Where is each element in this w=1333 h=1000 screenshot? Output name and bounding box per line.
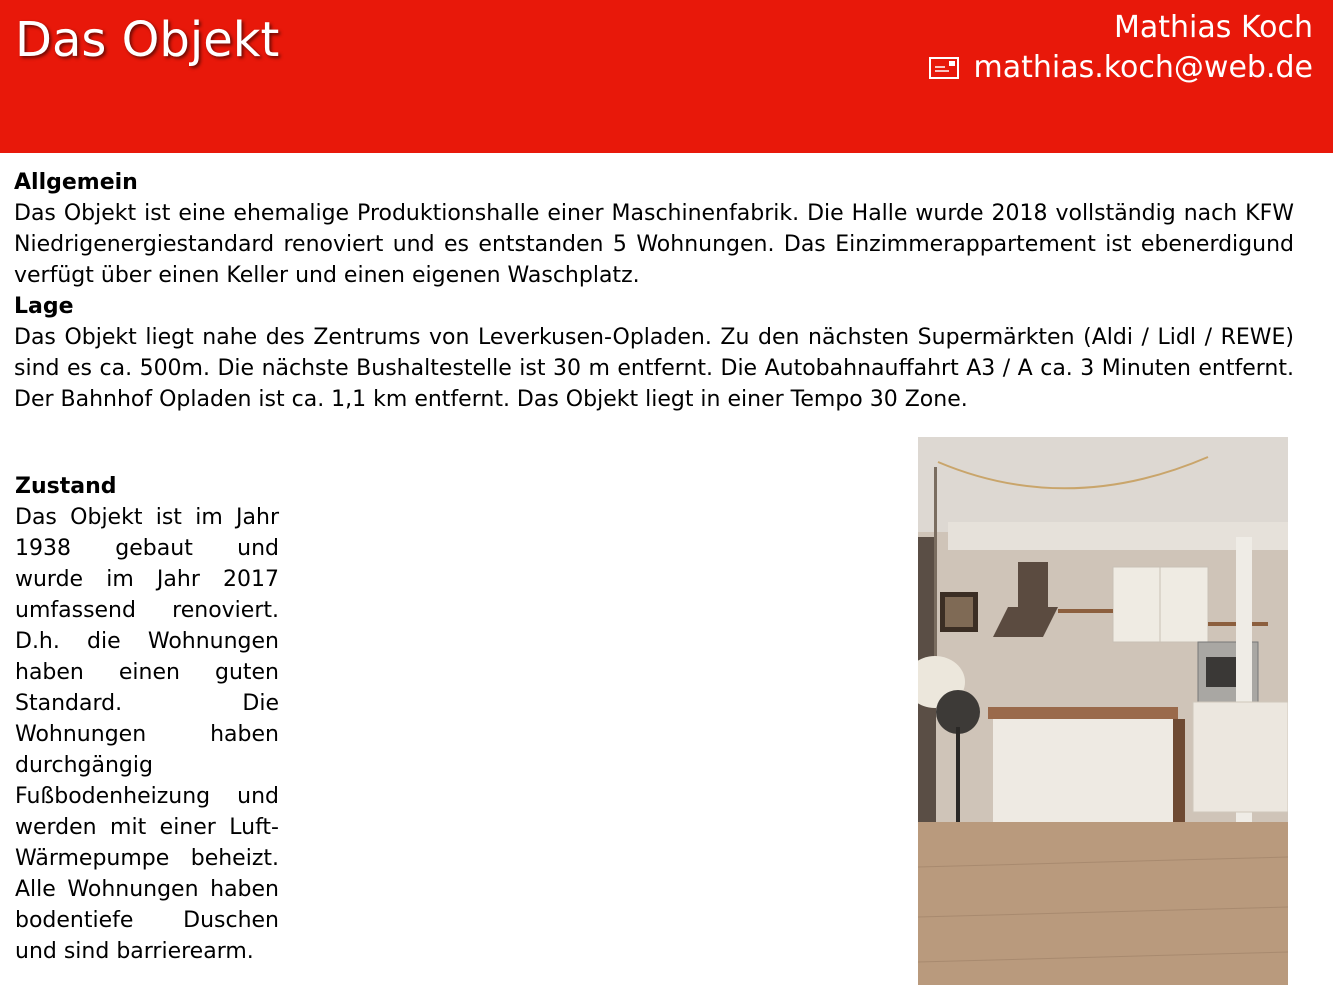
apartment-photo <box>918 437 1288 985</box>
email-row <box>929 50 1313 85</box>
text-zustand: Das Objekt ist im Jahr 1938 gebaut und wurde im Jahr 2017 umfassend renoviert. D.h. die Wohnungen haben einen guten Standard. Die Wohnungen haben durchgängig Fußbodenheizung und werden mit einer Luft-Wärmepumpe beheizt. Alle Wohnungen haben bodentiefe Duschen und sind barrierearm. <box>15 505 279 964</box>
envelope-icon <box>929 57 959 79</box>
heading-zustand: Zustand <box>15 474 117 499</box>
heading-lage: Lage <box>14 294 74 319</box>
kitchen-photo-illustration <box>918 437 1288 985</box>
email-link[interactable]: mathias.koch@web.de <box>973 50 1313 85</box>
text-allgemein: Das Objekt ist eine ehemalige Produktionshalle einer Maschinenfabrik. Die Halle wurde 2018 vollständig nach KFW Niedrigenergiestandard renoviert und es entstanden 5 Wohnungen. Das Einzimmerappartement ist ebenerdigund verfügt über einen Keller und einen eigenen Waschplatz. <box>14 201 1294 288</box>
section-lage <box>14 291 1294 415</box>
section-zustand <box>15 471 279 967</box>
header-bar <box>0 0 1333 153</box>
author-name: Mathias Koch <box>1114 10 1313 45</box>
section-allgemein <box>14 167 1294 291</box>
page-title: Das Objekt <box>15 12 280 68</box>
text-lage: Das Objekt liegt nahe des Zentrums von Leverkusen-Opladen. Zu den nächsten Supermärkten (Aldi / Lidl / REWE) sind es ca. 500m. Die nächste Bushaltestelle ist 30 m entfernt. Die Autobahnauffahrt A3 / A ca. 3 Minuten entfernt. Der Bahnhof Opladen ist ca. 1,1 km entfernt. Das Objekt liegt in einer Tempo 30 Zone. <box>14 325 1294 412</box>
heading-allgemein: Allgemein <box>14 170 138 195</box>
